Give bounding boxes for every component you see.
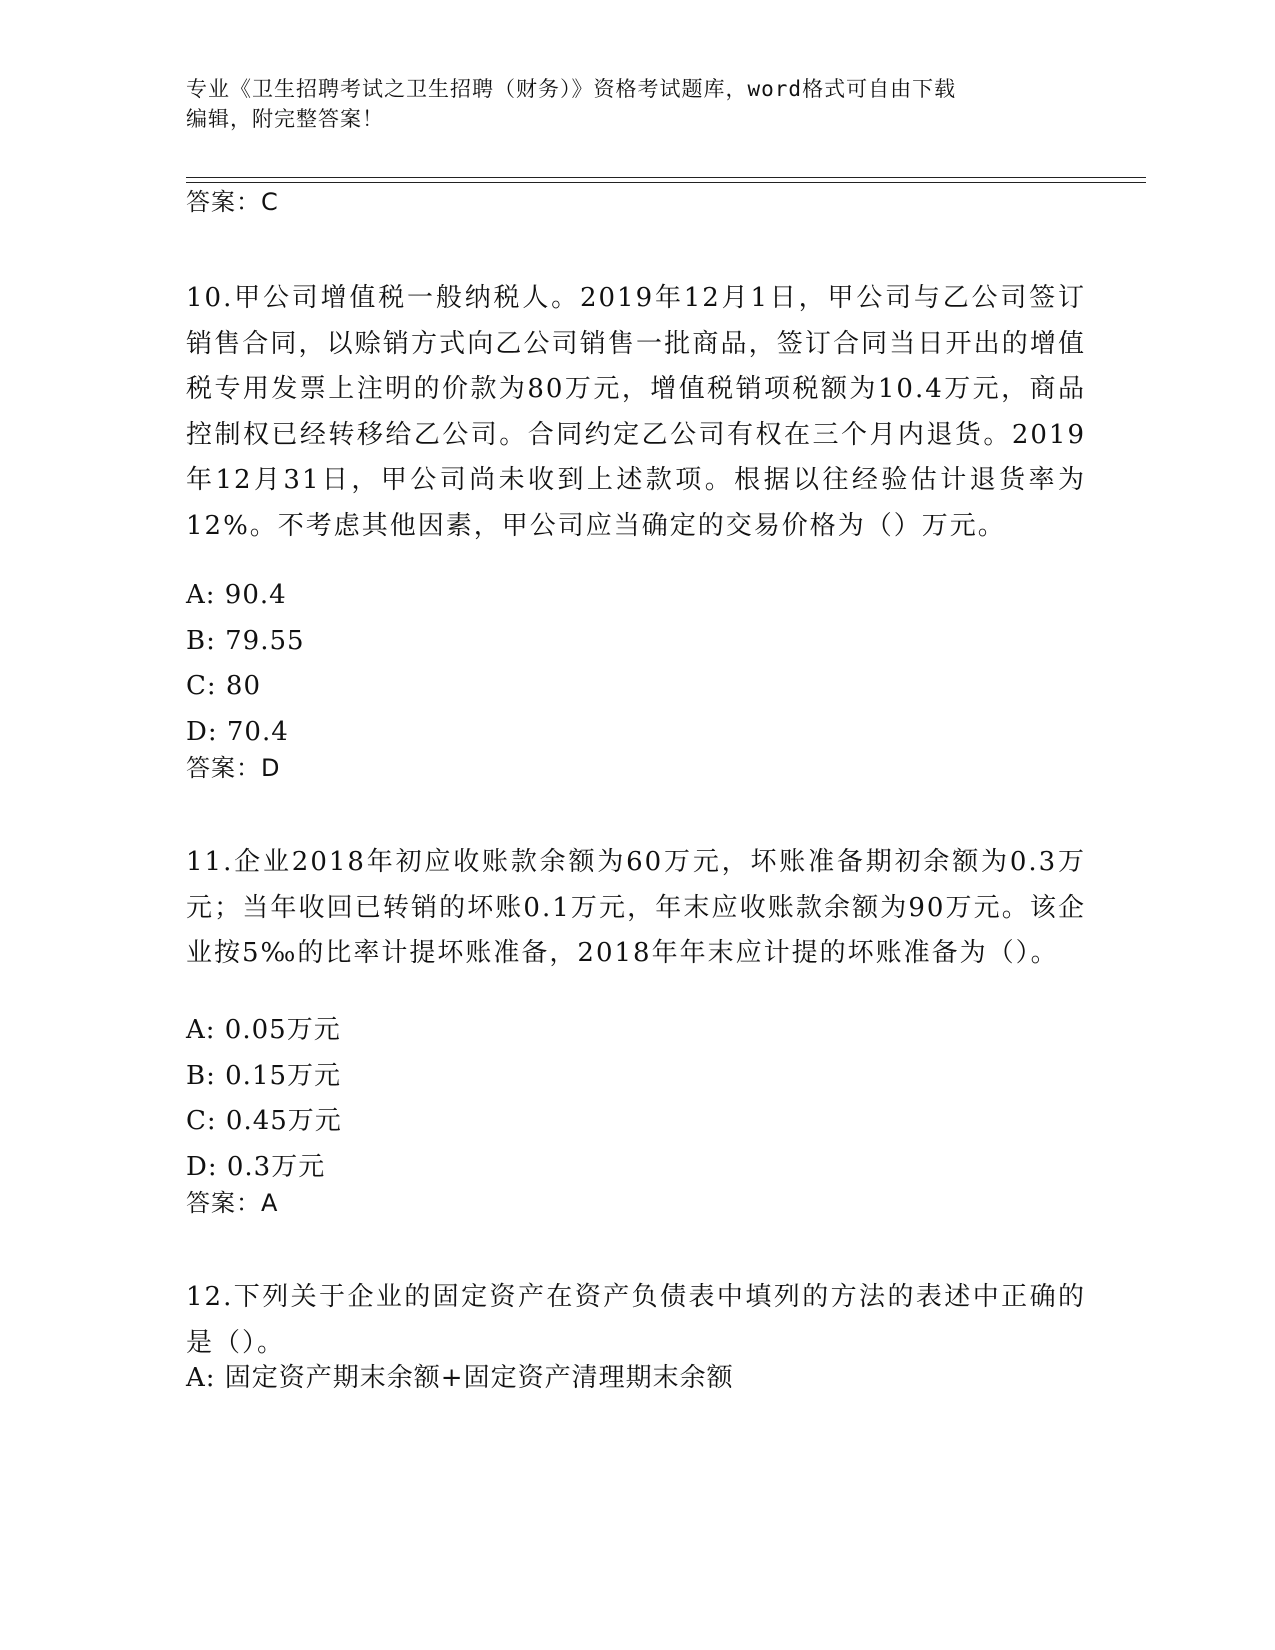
question-12-option-a: A: 固定资产期末余额+固定资产清理期末余额: [186, 1363, 734, 1393]
question-12-options: [186, 1356, 734, 1402]
question-10-option-b: B: 79.55: [186, 625, 305, 656]
question-11-text: 11.企业2018年初应收账款余额为60万元，坏账准备期初余额为0.3万元；当年收回已转销的坏账0.1万元，年末应收账款余额为90万元。该企业按5‰的比率计提坏账准备，2018年年末应计提的坏账准备为（）。: [186, 847, 1086, 968]
previous-answer: 答案：C: [186, 188, 279, 216]
question-10-option-d: D: 70.4: [186, 716, 289, 747]
header-divider-top: [186, 177, 1146, 178]
header-line-2: 编辑，附完整答案！: [186, 107, 384, 131]
header-line-1: 专业《卫生招聘考试之卫生招聘（财务）》资格考试题库，word格式可自由下载: [186, 77, 957, 101]
document-header: [186, 74, 1086, 134]
question-10-text: 10.甲公司增值税一般纳税人。2019年12月1日，甲公司与乙公司签订销售合同，以赊销方式向乙公司销售一批商品，签订合同当日开出的增值税专用发票上注明的价款为80万元，增值税销项税额为10.4万元，商品控制权已经转移给乙公司。合同约定乙公司有权在三个月内退货。2019年12月31日，甲公司尚未收到上述款项。根据以往经验估计退货率为12%。不考虑其他因素，甲公司应当确定的交易价格为（）万元。: [186, 283, 1086, 541]
question-10-options: [186, 573, 305, 755]
question-12-text: 12.下列关于企业的固定资产在资产负债表中填列的方法的表述中正确的是（）。: [186, 1282, 1086, 1358]
header-divider-bottom: [186, 182, 1146, 183]
question-11-option-b: B: 0.15万元: [186, 1060, 342, 1091]
question-10-answer: 答案：D: [186, 754, 281, 782]
question-10-option-a: A: 90.4: [186, 580, 287, 610]
question-10-option-c: C: 80: [186, 671, 262, 701]
question-11-option-a: A: 0.05万元: [186, 1015, 341, 1045]
question-11-option-d: D: 0.3万元: [186, 1151, 326, 1182]
question-11-option-c: C: 0.45万元: [186, 1106, 342, 1136]
question-11-options: [186, 1008, 342, 1190]
question-11-answer: 答案：A: [186, 1189, 279, 1217]
